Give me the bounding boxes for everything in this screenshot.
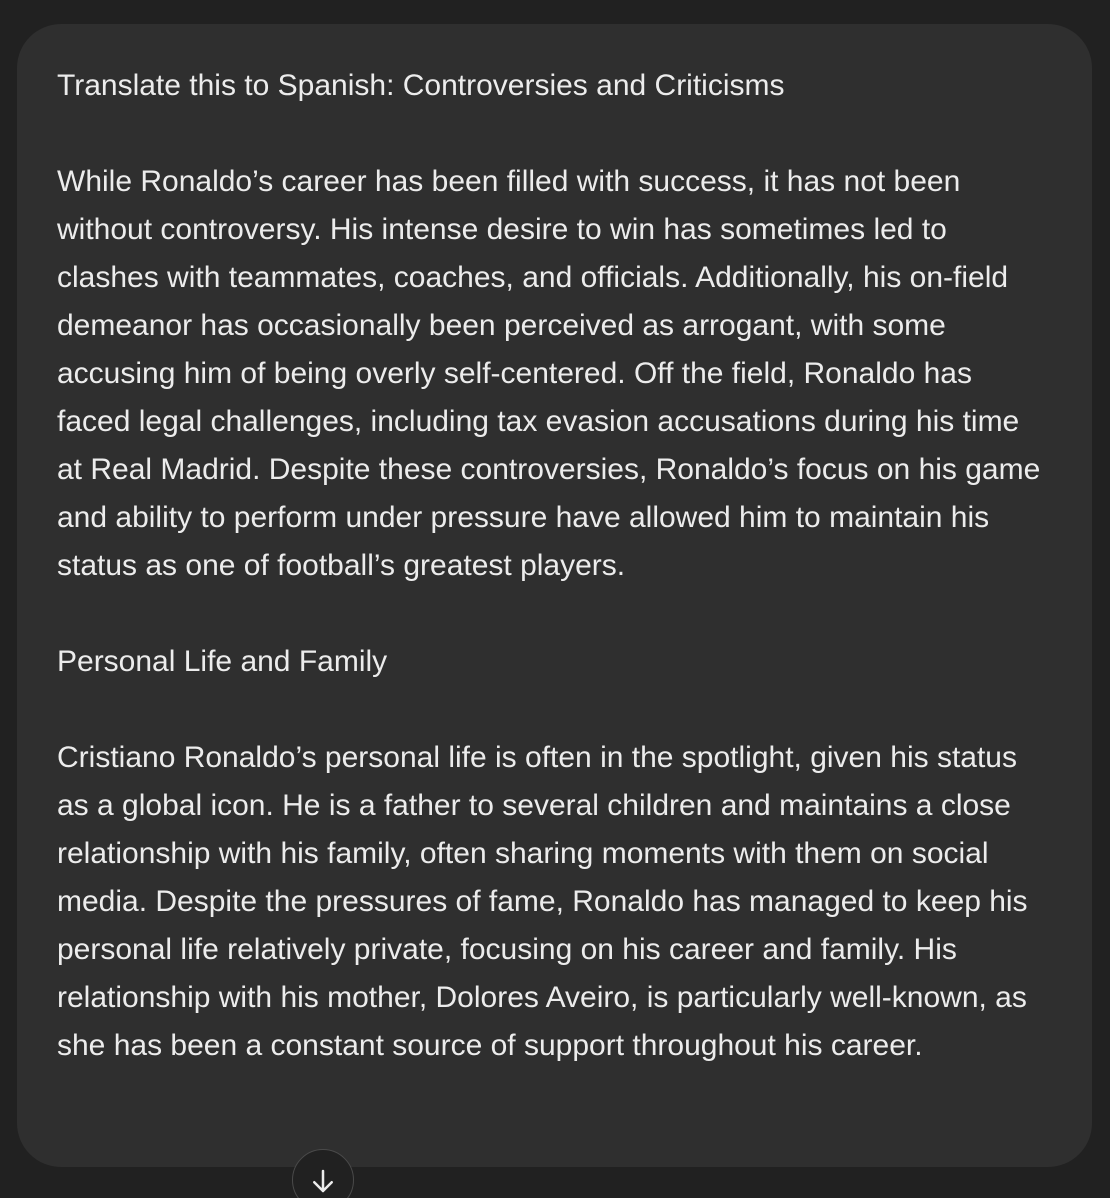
message-heading: Translate this to Spanish: Controversies and Criticisms xyxy=(57,69,785,102)
message-paragraph-personal-life: Cristiano Ronaldo’s personal life is often in the spotlight, given his status as a global icon. He is a father to several children and maintains a close relationship with his family, often sharing moments with them on social media. Despite the pressures of fame, Ronaldo has managed to keep his personal life relatively private, focusing on his career and family. His relationship with his mother, Dolores Aveiro, is particularly well-known, as she has been a constant source of support throughout his career. xyxy=(57,741,1028,1062)
paragraph-spacer xyxy=(57,110,1052,158)
user-message-bubble xyxy=(17,24,1092,1167)
message-section-heading: Personal Life and Family xyxy=(57,645,388,678)
paragraph-spacer xyxy=(57,590,1052,638)
arrow-down-icon xyxy=(308,1166,338,1196)
message-paragraph-controversies: While Ronaldo’s career has been filled with success, it has not been without controversy. His intense desire to win has sometimes led to clashes with teammates, coaches, and officials. Additionally, his on-field demeanor has occasionally been perceived as arrogant, with some accusing him of being overly self-centered. Off the field, Ronaldo has faced legal challenges, including tax evasion accusations during his time at Real Madrid. Despite these controversies, Ronaldo’s focus on his game and ability to perform under pressure have allowed him to maintain his status as one of football’s greatest players. xyxy=(57,165,1041,582)
paragraph-spacer xyxy=(57,686,1052,734)
